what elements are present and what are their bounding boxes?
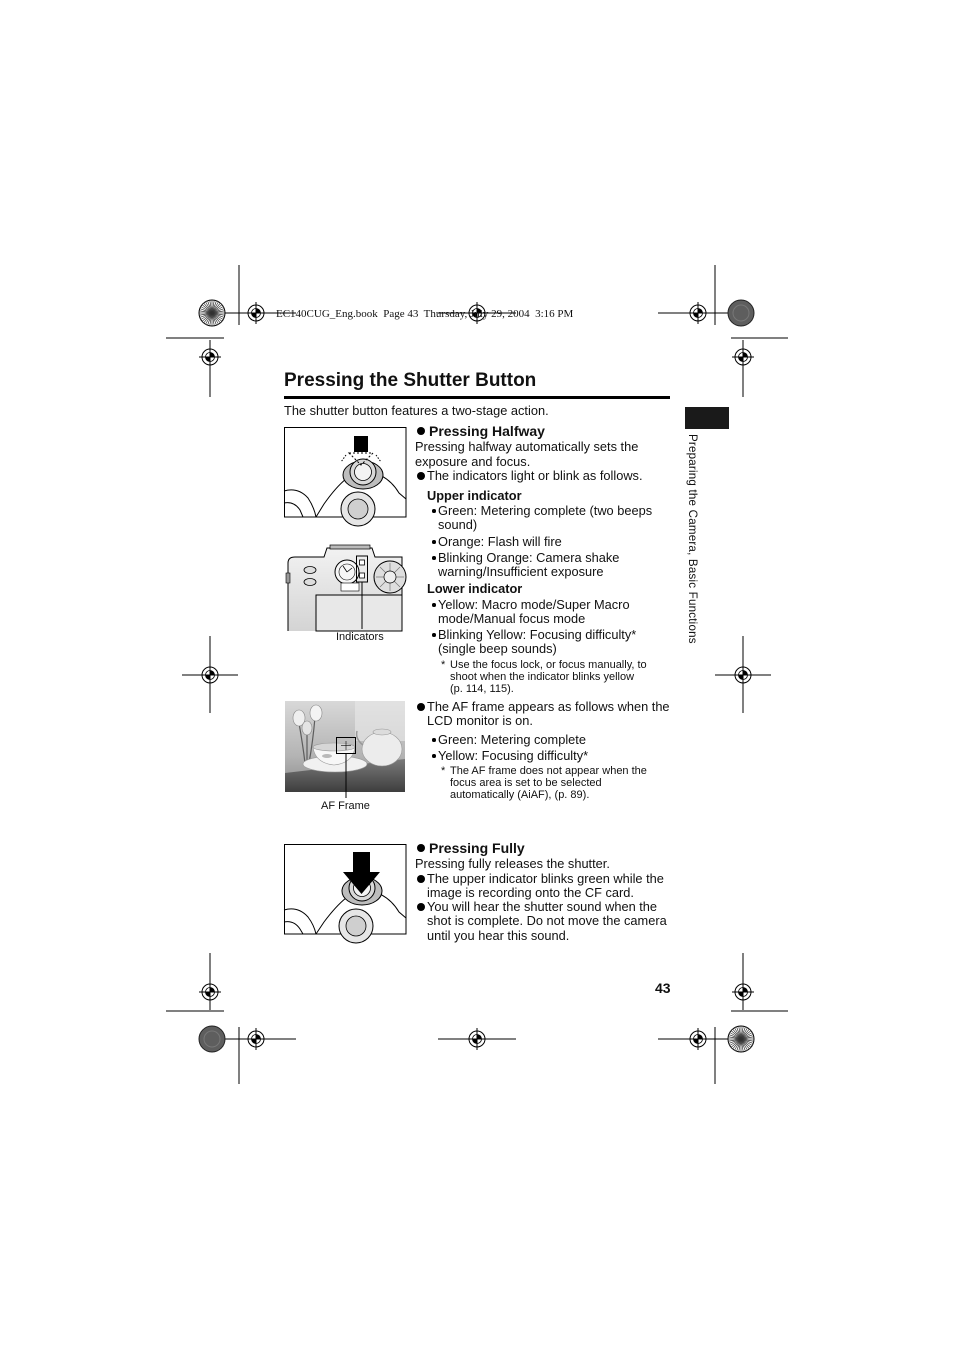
shutter-fully-illustration [284,844,407,935]
af-frame-bullet-text [427,700,670,729]
text-line: Use the focus lock, or focus manually, to [450,659,647,671]
intro-text: The shutter button features a two-stage action. [284,402,549,418]
list-item: Yellow: Focusing difficulty* [438,747,589,763]
bullet-dot [417,875,425,883]
text-line: until you hear this sound. [427,927,570,943]
af-frame-caption: AF Frame [321,799,370,812]
text-line: The AF frame appears as follows when the [427,698,670,714]
heading-bullet [417,844,425,852]
chapter-tab [685,407,729,429]
registration-target [199,981,221,1003]
chapter-tab-label: Preparing the Camera, Basic Functions [686,434,699,644]
page-number: 43 [655,980,671,996]
registration-target [245,1028,267,1050]
list-bullet [432,754,436,758]
lower-indicator-heading: Lower indicator [427,580,523,596]
bullet-dot [417,903,425,911]
text-line: warning/Insufficient exposure [438,564,604,580]
registration-target [687,1028,709,1050]
title-rule [284,396,670,399]
text-line: focus area is set to be selected [450,777,602,789]
color-bar-disc [199,1026,225,1052]
list-item [438,535,562,550]
list-item [438,598,630,627]
text-line: automatically (AiAF), (p. 89). [450,789,590,801]
list-bullet [432,509,436,513]
text-line: Yellow: Macro mode/Super Macro [438,596,630,612]
registration-target [466,1028,488,1050]
list-bullet [432,633,436,637]
bullet-dot [417,472,425,480]
indicators-caption: Indicators [336,630,384,643]
print-header: EC140CUG_Eng.book Page 43 Thursday, July 29, 2004 3:16 PM [276,308,574,320]
list-bullet [432,738,436,742]
text-line: shot is complete. Do not move the camera [427,913,667,929]
footnote [450,765,647,801]
text-line: mode/Manual focus mode [438,611,586,627]
text-line: LCD monitor is on. [427,713,533,729]
indicators-bullet-text: The indicators light or blink as follows. [427,467,643,483]
heading-bullet [417,427,425,435]
text-line: sound) [438,517,478,533]
color-bar-disc [728,1026,754,1052]
registration-target [732,981,754,1003]
text-line: image is recording onto the CF card. [427,885,634,901]
list-item: Green: Metering complete [438,731,586,747]
fully-bullet-text [427,872,664,901]
registration-target [199,346,221,368]
shutter-halfway-illustration [284,427,407,518]
text-line: Green: Metering complete (two beeps [438,502,653,518]
text-line: Orange: Flash will fire [438,533,562,549]
list-bullet [432,540,436,544]
upper-indicator-heading: Upper indicator [427,487,522,503]
text-line: Blinking Yellow: Focusing difficulty* [438,626,637,642]
text-line: The AF frame does not appear when the [450,765,647,777]
halfway-description [415,440,638,469]
list-bullet [432,556,436,560]
registration-target [687,302,709,324]
footnote-mark: * [441,765,446,777]
registration-target [245,302,267,324]
color-bar-disc [199,300,225,326]
text-line: exposure and focus. [415,453,531,469]
bullet-dot [417,703,425,711]
footnote-mark: * [441,659,446,671]
list-item [438,551,619,580]
color-bar-disc [728,300,754,326]
af-frame-photo [285,701,406,799]
fully-bullet-text [427,900,667,944]
footnote [450,659,647,695]
text-line: Pressing halfway automatically sets the [415,439,639,454]
list-item [438,504,652,533]
camera-back-illustration [286,543,404,631]
text-line: The upper indicator blinks green while the [427,870,664,886]
text-line: (single beep sounds) [438,641,557,657]
registration-target [732,664,754,686]
fully-description: Pressing fully releases the shutter. [415,855,610,871]
text-line: shoot when the indicator blinks yellow [450,671,635,683]
list-item [438,628,636,657]
text-line: You will hear the shutter sound when the [427,898,658,914]
text-line: (p. 114, 115). [450,683,514,695]
halfway-heading: Pressing Halfway [429,423,545,439]
fully-heading: Pressing Fully [429,840,525,856]
text-line: Blinking Orange: Camera shake [438,549,620,565]
page-title: Pressing the Shutter Button [284,370,537,391]
registration-target [732,346,754,368]
list-bullet [432,603,436,607]
registration-target [199,664,221,686]
